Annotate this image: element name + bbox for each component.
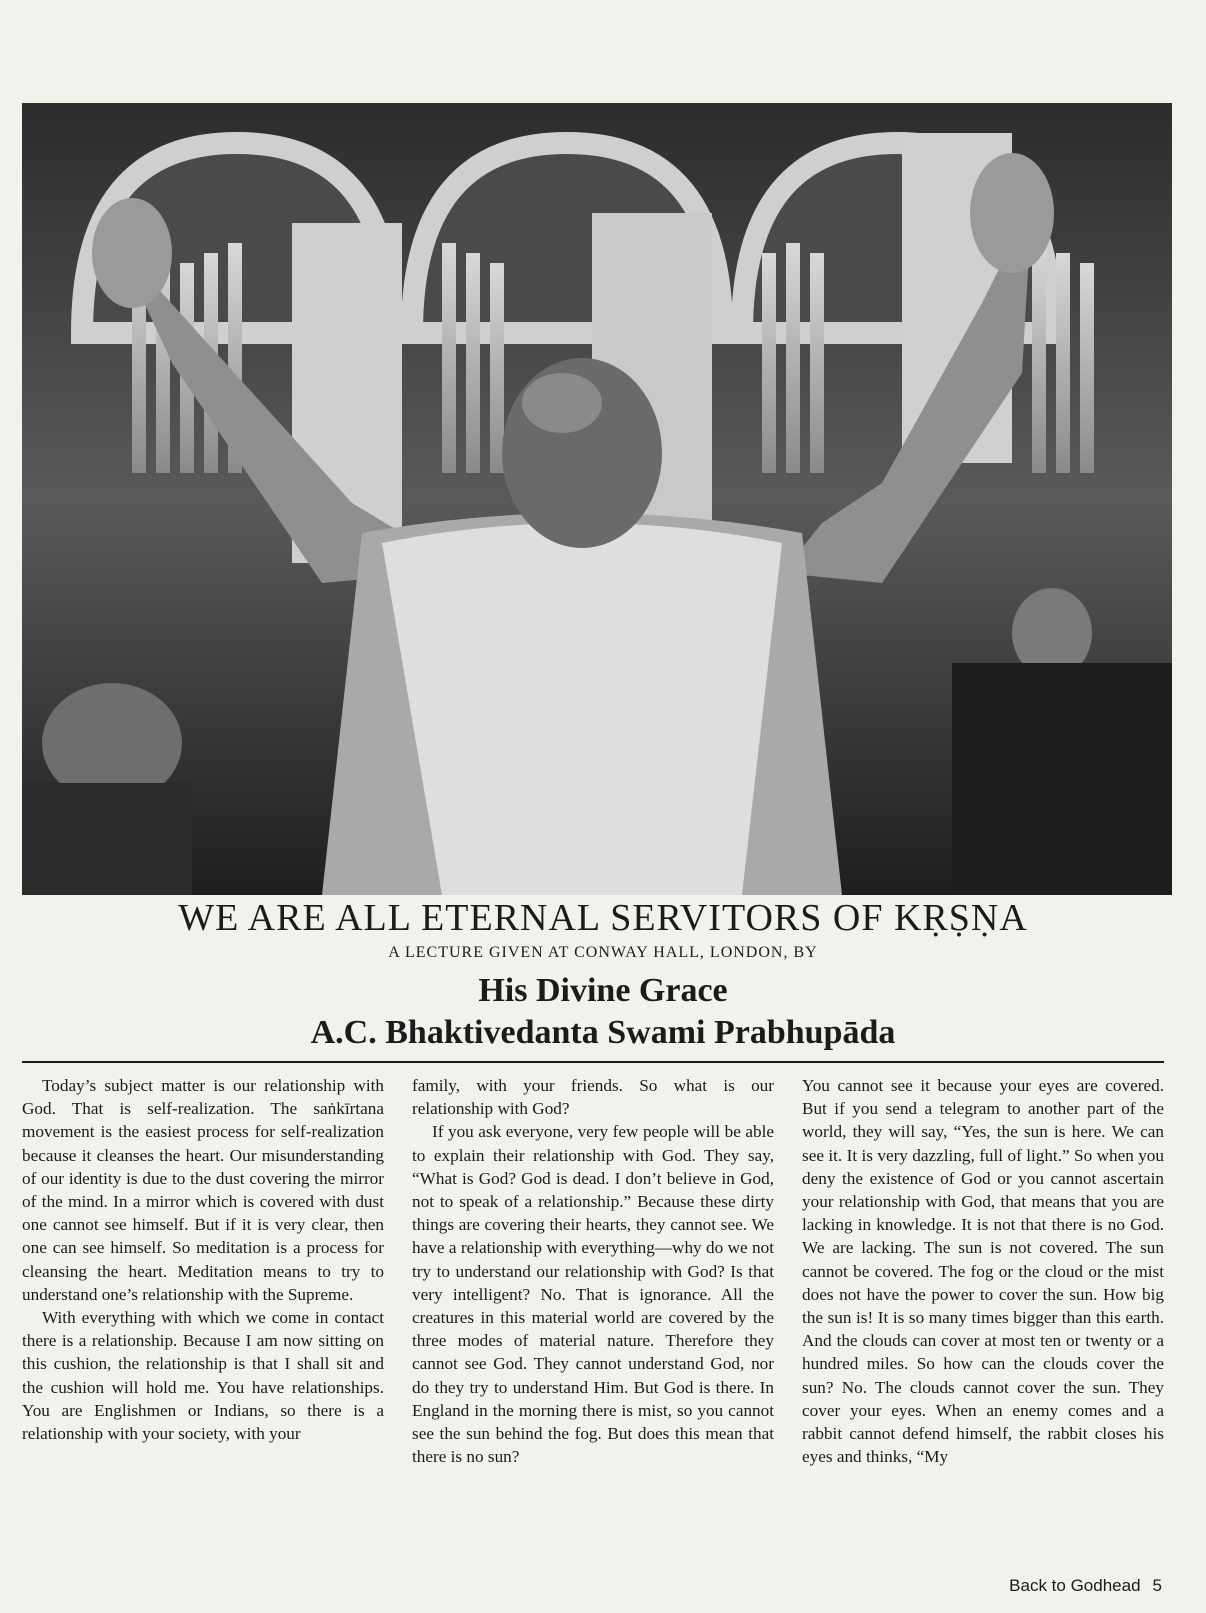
text-column-2: [412, 1074, 774, 1554]
paragraph: You cannot see it because your eyes are covered. But if you send a telegram to another part of the world, they will say, “Yes, the sun is here. We can see it. It is very dazzling, full of light.” So when you deny the existence of God or you cannot ascertain your relationship with God, that means that you are lacking in knowledge. It is not that there is no God. We are lacking. The sun is not covered. The sun cannot be covered. The fog or the cloud or the mist does not have the power to cover the sun. How big the sun is! It is so many times bigger than this earth. And the clouds can cover at most ten or twenty or a hundred miles. So how can the clouds cover the sun? No. The clouds cannot cover the sun. They cover your eyes. When an enemy comes and a rabbit cannot defend himself, the rabbit closes his eyes and thinks, “My: [802, 1076, 1164, 1467]
article-subtitle: A LECTURE GIVEN AT CONWAY HALL, LONDON, BY: [388, 944, 818, 961]
text-column-3: [802, 1074, 1164, 1554]
photo-illustration: [22, 103, 1172, 895]
paragraph: Today’s subject matter is our relationship with God. That is self-realization. The saṅkīrtana movement is the easiest process for self-realization because it cleanses the heart. Our misunderstanding of our identity is due to the dust covering the mirror of the mind. In a mirror which is covered with dust one cannot see himself. But if it is very clear, then one can see himself. So meditation is a process for cleansing the heart. Meditation means to try to understand one’s relationship with the Supreme.: [22, 1076, 384, 1304]
paragraph: With everything with which we come in contact there is a relationship. Because I am now sitting on this cushion, the relationship is that I shall sit and the cushion will hold me. You have relationships. You are Englishmen or Indians, so there is a relationship with your society, with your: [22, 1308, 384, 1444]
paragraph: If you ask everyone, very few people will be able to explain their relationship with God. They say, “What is God? God is dead. I don’t believe in God, not to speak of a relationship.” Because these dirty things are covering their hearts, they cannot see. We have a relationship with everything—why do we not try to understand our relationship with God? Is that very intelligent? No. That is ignorance. All the creatures in this material world are covered by the three modes of material nature. Therefore they cannot see God. They cannot understand God, nor do they try to understand Him. But God is there. In England in the morning there is mist, so you cannot see the sun behind the fog. But does this mean that there is no sun?: [412, 1122, 774, 1467]
page-number: 5: [1152, 1576, 1162, 1595]
title-divider: [22, 1061, 1164, 1063]
paragraph: family, with your friends. So what is our relationship with God?: [412, 1076, 774, 1119]
author-name: A.C. Bhaktivedanta Swami Prabhupāda: [310, 1014, 896, 1051]
page-footer: [997, 1576, 1162, 1596]
lecture-photo: [22, 103, 1172, 895]
article-title: WE ARE ALL ETERNAL SERVITORS OF KṚṢṆA: [178, 897, 1028, 939]
author-honorific: His Divine Grace: [478, 972, 728, 1009]
magazine-name: Back to Godhead: [1009, 1576, 1141, 1595]
text-column-1: [22, 1074, 384, 1554]
